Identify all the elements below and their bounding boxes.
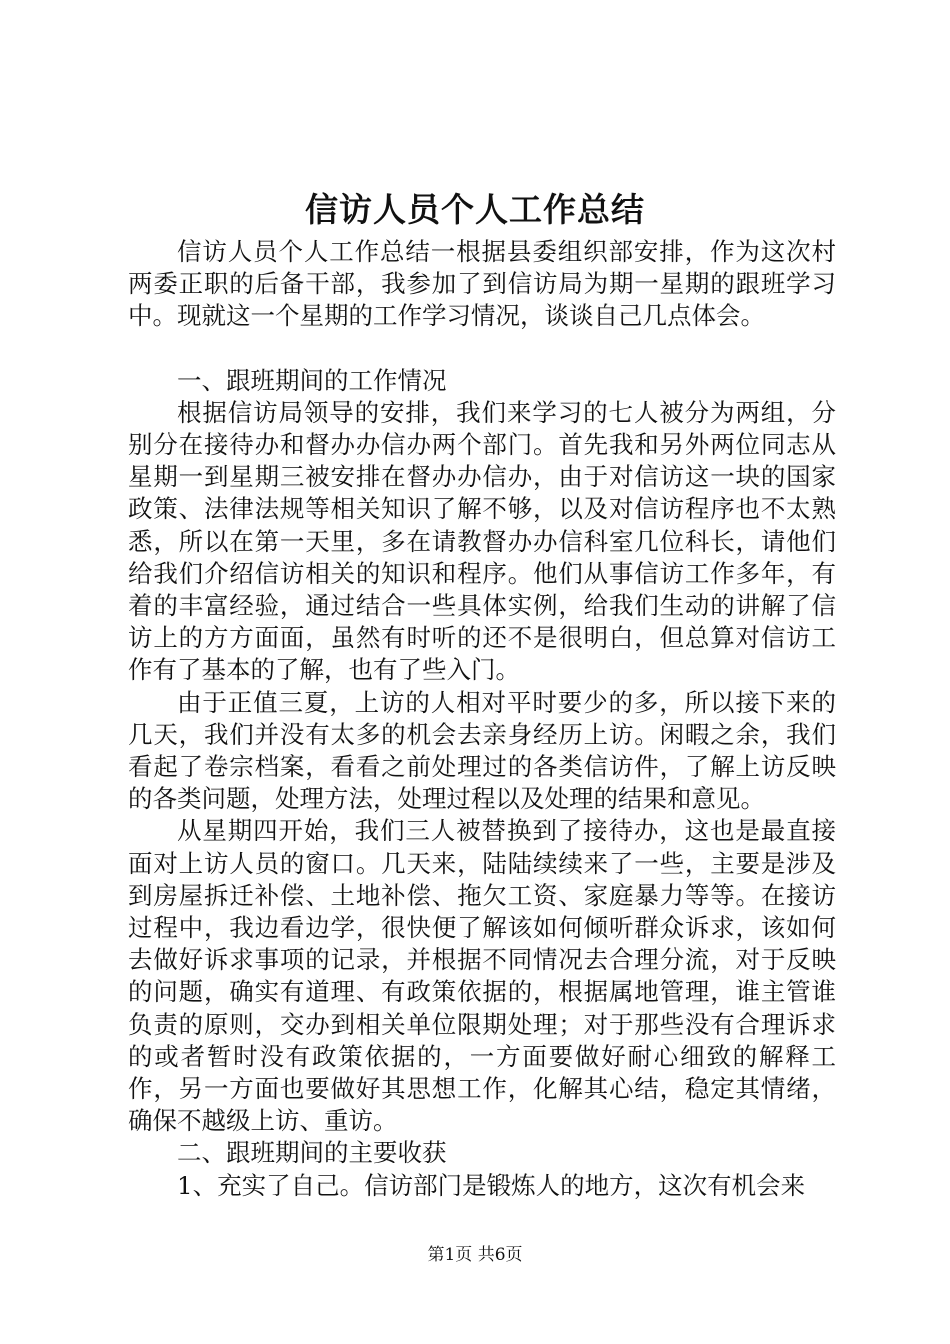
document-title: 信访人员个人工作总结: [305, 190, 645, 229]
page-number: 第1页 共6页: [427, 1245, 523, 1265]
paragraph-group-assignment: 根据信访局领导的安排，我们来学习的七人被分为两组，分别分在接待办和督办办信办两个部门。首先我和另外两位同志从星期一到星期三被安排在督办办信办，由于对信访这一块的国家政策、法律法规等相关知识了解不够，以及对信访程序也不太熟悉，所以在第一天里，多在请教督办办信科室几位科长，请他们给我们介绍信访相关的知识和程序。他们从事信访工作多年，有着的丰富经验，通过结合一些具体实例，给我们生动的讲解了信访上的方方面面，虽然有时听的还不是很明白，但总算对信访工作有了基本的了解，也有了些入门。: [128, 397, 836, 685]
section-heading-main-gains: 二、跟班期间的主要收获: [177, 1138, 447, 1168]
document-body: [128, 236, 836, 1202]
paragraph-summer-season: 由于正值三夏，上访的人相对平时要少的多，所以接下来的几天，我们并没有太多的机会去亲身经历上访。闲暇之余，我们看起了卷宗档案，看看之前处理过的各类信访件，了解上访反映的各类问题，处理方法，处理过程以及处理的结果和意见。: [128, 687, 836, 814]
section-heading-work-situation: 一、跟班期间的工作情况: [177, 365, 447, 395]
paragraph-intro: 信访人员个人工作总结一根据县委组织部安排，作为这次村两委正职的后备干部，我参加了到信访局为期一星期的跟班学习中。现就这一个星期的工作学习情况，谈谈自己几点体会。: [128, 237, 836, 331]
paragraph-reception-office: 从星期四开始，我们三人被替换到了接待办，这也是最直接面对上访人员的窗口。几天来，陆陆续续来了一些，主要是涉及到房屋拆迁补偿、土地补偿、拖欠工资、家庭暴力等等。在接访过程中，我边看边学，很快便了解该如何倾听群众诉求，该如何去做好诉求事项的记录，并根据不同情况去合理分流，对于反映的问题，确实有道理、有政策依据的，根据属地管理，谁主管谁负责的原则，交办到相关单位限期处理；对于那些没有合理诉求的或者暂时没有政策依据的，一方面要做好耐心细致的解释工作，另一方面也要做好其思想工作，化解其心结，稳定其情绪，确保不越级上访、重访。: [128, 816, 836, 1136]
paragraph-gain-1: 1、充实了自己。信访部门是锻炼人的地方，这次有机会来: [177, 1170, 806, 1200]
